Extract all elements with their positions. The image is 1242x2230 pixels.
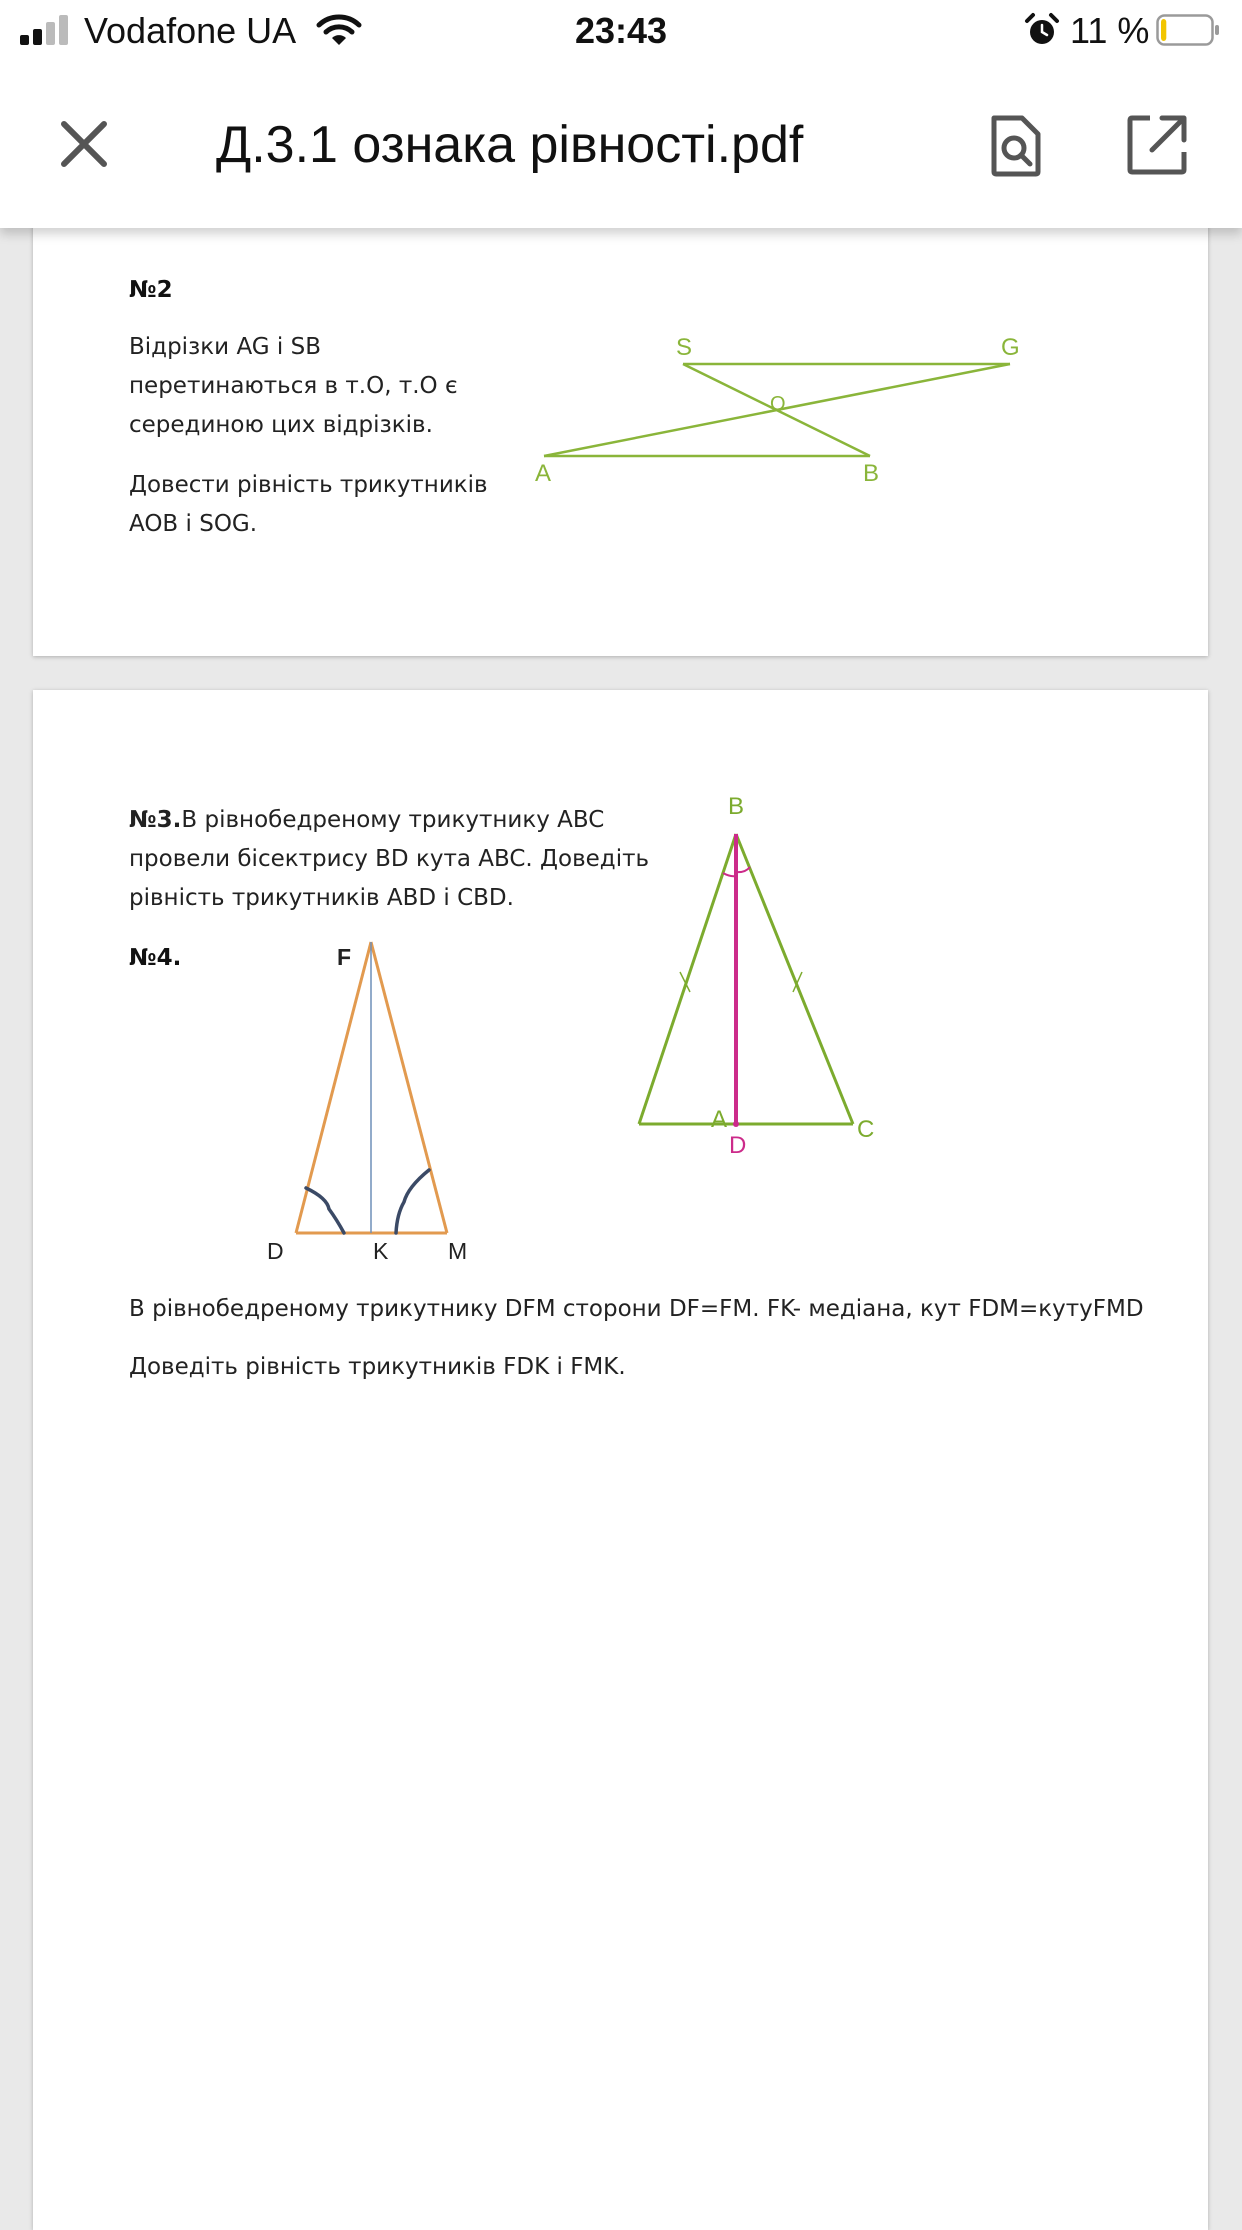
problem-2-task-line: Довести рівність трикутників [129, 472, 488, 498]
pdf-page-2[interactable] [33, 690, 1208, 2230]
problem-4-number: №4. [129, 945, 182, 971]
signal-icon [20, 15, 72, 45]
point-label-c: C [857, 1116, 875, 1143]
angle-mark-m [396, 1170, 429, 1233]
alarm-icon [1024, 12, 1060, 48]
point-label-g: G [1001, 334, 1020, 361]
wifi-icon [316, 12, 362, 48]
battery-icon [1156, 14, 1220, 46]
status-bar [0, 0, 1242, 62]
problem-2-text-line: Відрізки AG і SB [129, 334, 321, 360]
app-header [0, 62, 1242, 228]
problem-3-text-line: провели бісектрису BD кута ABC. Доведіть [129, 846, 650, 872]
close-icon [64, 124, 104, 164]
problem-4-text-line-1: В рівнобедреному трикутнику DFM сторони DF=FM. FK- медіана, кут FDM=кутуFMD [129, 1296, 1144, 1322]
problem-2-text-line: перетинаються в т.О, т.О є [129, 373, 458, 399]
status-time: 23:43 [574, 10, 668, 51]
point-label-d: D [729, 1132, 747, 1159]
angle-mark-d [306, 1188, 344, 1233]
problem-4-figure [33, 690, 1208, 1264]
point-label-b: B [728, 793, 745, 820]
point-label-b: B [863, 460, 880, 487]
problem-2-text-line: серединою цих відрізків. [129, 412, 433, 438]
problem-3-number: №3. [129, 807, 182, 833]
open-external-icon [1130, 118, 1184, 172]
point-label-o: O [770, 393, 786, 415]
search-document-button[interactable] [984, 114, 1048, 178]
open-external-button[interactable] [1124, 112, 1190, 178]
problem-2-number: №2 [129, 277, 173, 303]
point-label-d: D [267, 1238, 284, 1264]
point-label-s: S [676, 334, 693, 361]
pdf-page-1[interactable] [33, 200, 1208, 656]
point-label-k: K [373, 1238, 389, 1264]
search-document-icon [994, 118, 1038, 174]
problem-3-text-line: рівність трикутників ABD і CBD. [129, 885, 514, 911]
battery-level-fill [1161, 19, 1166, 41]
document-title: Д.3.1 ознака рівності.pdf [216, 116, 804, 174]
point-label-m: M [448, 1238, 468, 1264]
point-label-a: A [711, 1106, 728, 1133]
carrier-name: Vodafone UA [84, 10, 297, 51]
close-button[interactable] [48, 108, 120, 180]
battery-percent: 11 % [1070, 10, 1150, 51]
problem-2-task-line: AOB і SOG. [129, 511, 258, 537]
point-label-f: F [337, 944, 352, 970]
point-label-a: A [535, 460, 552, 487]
problem-2-figure [33, 200, 1208, 656]
problem-3-text-line: №3.В рівнобедреному трикутнику ABC [129, 807, 605, 833]
problem-4-text-line-2: Доведіть рівність трикутників FDK і FMK. [129, 1354, 626, 1380]
